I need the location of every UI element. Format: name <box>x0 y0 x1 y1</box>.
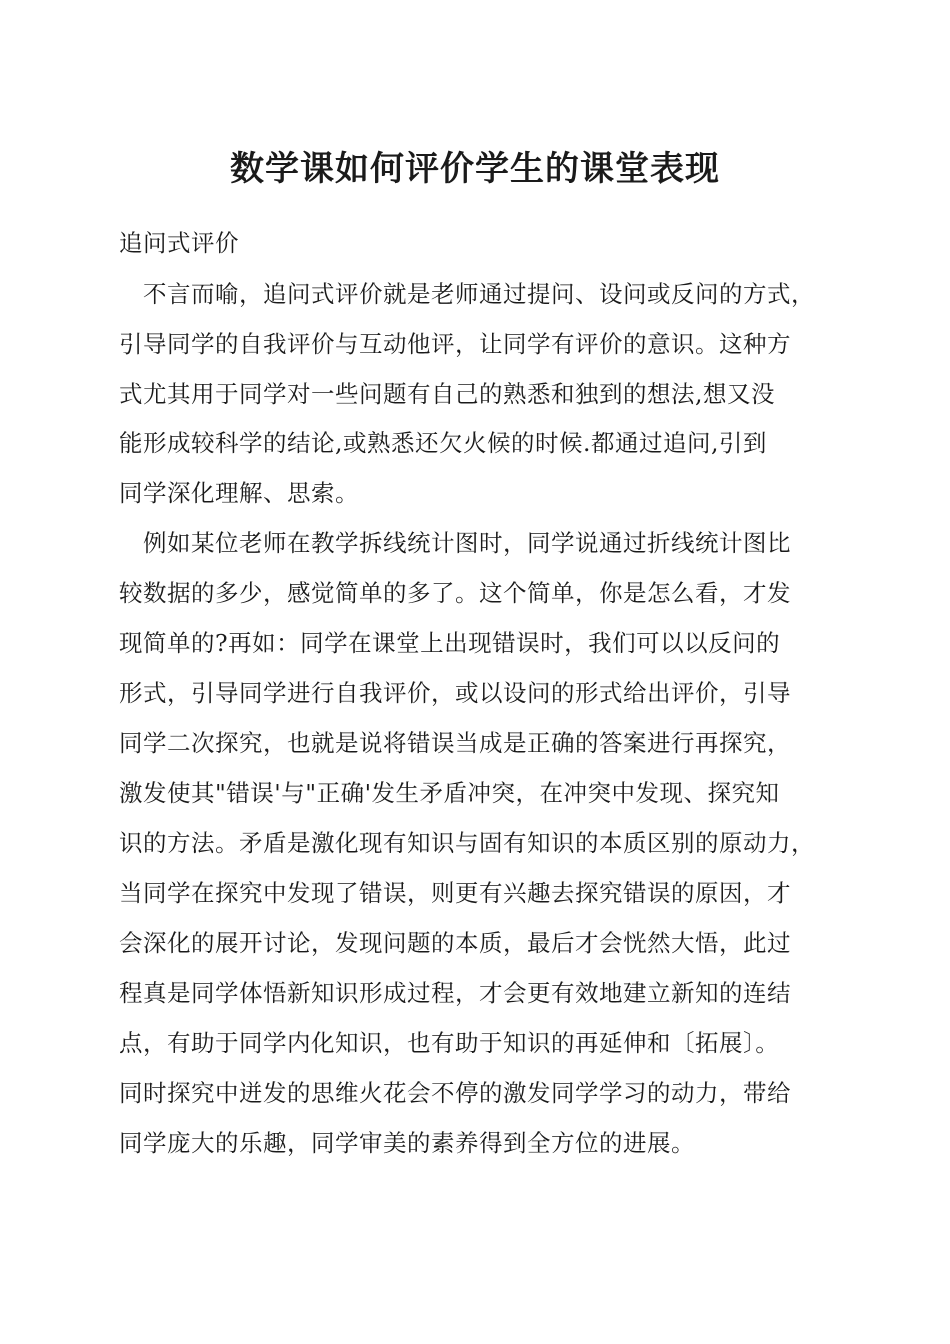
paragraph-line: 同学庞大的乐趣，同学审美的素养得到全方位的进展。 <box>119 1129 695 1157</box>
paragraph-line: 程真是同学体悟新知识形成过程，才会更有效地建立新知的连结 <box>119 979 791 1007</box>
paragraph-line: 形式，引导同学进行自我评价，或以设问的形式给出评价，引导 <box>119 679 791 707</box>
paragraph-line: 现简单的?再如：同学在课堂上出现错误时，我们可以以反问的 <box>119 629 781 657</box>
paragraph-line: 不言而喻，追问式评价就是老师通过提问、设问或反问的方式， <box>119 280 815 308</box>
section-heading: 追问式评价 <box>119 229 239 257</box>
paragraph-line: 会深化的展开讨论，发现问题的本质，最后才会恍然大悟，此过 <box>119 929 791 957</box>
paragraph-line: 较数据的多少，感觉简单的多了。这个简单，你是怎么看，才发 <box>119 579 791 607</box>
paragraph-line: 同时探究中迸发的思维火花会不停的激发同学学习的动力，带给 <box>119 1079 791 1107</box>
paragraph-line: 同学深化理解、思索。 <box>119 479 359 507</box>
paragraph-line: 能形成较科学的结论,或熟悉还欠火候的时候.都通过追问,引到 <box>119 429 767 457</box>
document-title: 数学课如何评价学生的课堂表现 <box>230 149 720 189</box>
paragraph-line: 当同学在探究中发现了错误，则更有兴趣去探究错误的原因，才 <box>119 879 791 907</box>
paragraph-line: 同学二次探究，也就是说将错误当成是正确的答案进行再探究， <box>119 729 791 757</box>
paragraph-line: 识的方法。矛盾是激化现有知识与固有知识的本质区别的原动力， <box>119 829 815 857</box>
paragraph-line: 激发使其"错误'与"正确'发生矛盾冲突，在冲突中发现、探究知 <box>119 779 780 807</box>
paragraph-line: 式尤其用于同学对一些问题有自己的熟悉和独到的想法,想又没 <box>119 380 775 408</box>
paragraph-line: 点，有助于同学内化知识，也有助于知识的再延伸和〔拓展〕。 <box>119 1029 780 1057</box>
paragraph-line: 例如某位老师在教学拆线统计图时，同学说通过折线统计图比 <box>119 529 791 557</box>
paragraph-line: 引导同学的自我评价与互动他评，让同学有评价的意识。这种方 <box>119 330 791 358</box>
